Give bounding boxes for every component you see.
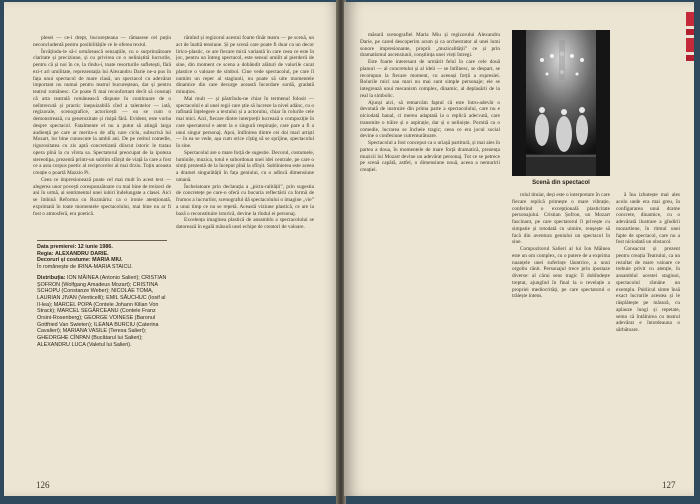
left-column-1 xyxy=(33,35,171,240)
left-col2-paragraph: Mai mult — și păstrîndu-ne chiar în termenul folosit — spectacolul e al unei regii care știe să lucreze la nivel adânc, cu o rafinată înțelegere a textului și a actorului, chiar în rolurile cele mai mici. Aici, fiecare dintre interpreții lucrează o compoziție în care spectatorul e atent la o singură respirație, care pare a fi a unui singur personaj. Apoi, întîlnirea dintre cei doi mari artiști — în ea se vede, așa cum orice cîștig să se sprijine, spectacolul în sine. xyxy=(176,95,314,149)
right-page xyxy=(344,2,694,496)
direction-line: Regia: ALEXANDRU DARIE. xyxy=(37,250,109,257)
left-col2-paragraph: Spectacolul are o mare forță de sugestie. Decorul, costumele, luminile, muzica, totul e subordonat unei idei centrale, pe care o simți prezentă de la început pînă la sfîrșit. Sublinierea este aceea a dramei singurătății în fața geniului, cu o adîncă dimensiune umană. xyxy=(176,149,314,183)
translation-line: În românește de IRINA-MARIA STAICU. xyxy=(37,264,133,271)
left-col2-paragraph: Încheiatoare prin declarația a „pictu-ralității”, prin sugestia de concretețe pe care-o oferă cu bucuria reflectării ca formă de frumos a lucrurilor, scenograful dă spectacolului o imagine „vie” a unui timp ce nu se repetă. Această viziune plastică, ce are la bază o reconstituire istorică, devine la rîndul ei personaj. xyxy=(176,183,314,217)
right-col1-paragraph: măsură scenografiei Maria Miu și regizorului Alexandru Darie, pe cared descoperim acum și ca orchestrator al unei lumi sonore impresionante, proprii „muzicalității” ce și prin dramatismul ascensiunii, conștiința unei vieți întregi. xyxy=(360,32,500,59)
index-tab xyxy=(686,55,694,61)
right-column-3 xyxy=(616,192,680,474)
index-tabs xyxy=(686,12,694,64)
left-column-2 xyxy=(176,35,314,473)
design-line: Decoruri și costume: MARIA MIU. xyxy=(37,257,123,264)
right-col1-paragraph: Este foarte interesant de urmărit felul în care cele două planuri — al concretului și al ideii — se întîlnesc, se despart, se recompun la fiecare moment, cu aceeași forță a expresiei. Rolurile mici sau mari nu mai sunt simple personaje; ele se integrează unui mecanism complex, dinamic, al deplasării de la real la simbolic. xyxy=(360,59,500,99)
left-col1-paragraph: plesei — ce-i drept, bucureșteana — rămasese cei puțin neconcludentă pentru posibilitățile ce le oferea textul. xyxy=(33,35,171,48)
index-tab xyxy=(686,12,694,26)
cast-block: Distribuția: ION MĂINEA (Antonio Salieri); CRISTIAN ȘOFRON (Wolfgang Amadeus Mozart); CRISTINA SCHOPU (Constanze Weber); NICOLAE TOMA, LAURIAN JIVAN (Venticelli); EMIL SĂUCHUC (Iosif al II-lea); MARCEL POPA (Contele Johann Kilian Von Strack); MARCEL SEGĂRCEANU (Contele Franz Orsini-Rosenberg); GEORGE VOINESE (Baronul Gottfried Van Swieten); ILEANA BURCIU (Caterina Cavalieri); MARIANA VASILE (Teresa Salieri); GHEORGHE CÎNPAN (Bucătarul lui Salieri); ALEXANDRU LUCA (Valetul lui Salieri). xyxy=(37,274,167,348)
right-col1-paragraph: Spectacolul a fost conceput ca o uriașă partitură, și mai ales în partea a doua, în momentele de mare forță dramatică, prezența muzicii lui Mozart devine un adevărat personaj. Tot ce se petrece pe scenă capătă, astfel, o dimensiune nouă, aceea a nemuririi creației. xyxy=(360,140,500,173)
left-col1-paragraph: Ceea ce impresionează poate cel mai mult în acest text — alegerea unor povești corespunzătoare cu mai bine de treizeci de ani în urmă, ai sentimentul unei iubiri îndelungate a clasei. Aici se îmbină Reforma cu Rozmăriu: ca o ironie atenționată, exprimată în toate momentele spectacolului, mai bine nu ar fi fost o atmosferă, era poetică. xyxy=(33,176,171,217)
right-column-1 xyxy=(360,32,500,474)
credits-box xyxy=(37,240,167,412)
left-page xyxy=(4,2,340,496)
right-col3-paragraph: ă îna izbutește mai ales acolo unde era mai greu, în configurarea unui drame concrete, dinamice, cu o adevărată ilustrare a gîndirii mozartiene, în ritmul unei fapte de spectacol, care nu a fost niciodată un obstacol. xyxy=(616,192,680,246)
page-number-right: 127 xyxy=(662,480,676,490)
right-col2-paragraph: rolul titular, deși este o interpretare în care fiecare replică primește o mare vibrație, conferind o excepțională plasticitate personajului. Cristian Șofron, un Mozart fascinant, pe care spectatorul îl privește cu simpatie și totodată cu uimire, reușește să facă din aventura geniului un spectacol în sine. xyxy=(512,192,610,246)
stage-photo xyxy=(512,30,610,176)
credits-text xyxy=(37,244,167,349)
index-tab xyxy=(686,38,694,52)
photo-caption: Scenă din spectacol xyxy=(532,180,590,186)
right-col2-paragraph: Compozitorul Salieri al lui Ion Măinea este un om complex, cu o putere de a exprima nuanțele unei suferințe lăuntrice, a unui orgoliu rănit. Personajul trece prin ipostaze diverse: al cărui sens tragic îl dobîndește treptat, ajungînd în final la o revelație a propriei mediocrități, pe care spectatorul o trăiește intens. xyxy=(512,246,610,300)
stage-photo-image xyxy=(512,30,610,176)
left-col1-paragraph: Învățindu-le să-i urmărească senzațiile, cu o surprinzătoare claritate și preciziune, și cu privirea ce o neliniștită lucrurile, pentru că și noi în ce, la rîndu-i, toate resorturile sufletești, fără ezi-t ari umilitate, reprezentația lui Alexandru Darie ne-a pus în fața unui spectacol de mare clasă, un spectacol cu adevărat important nu numai pentru teatrul bucureștean, dar și pentru teatrul românesc. Ce poate fi mai reconfortant decît să constați că arta teatrală românească dispune în continuare de o neîntrecută și practic inepuizabilă cînd a talentelor — iată, regizorale, scenografice, actoricești — ea se cum o demonstrează, cu generozitate și risipă fără. Evident, este vorba despre spectacol. Fatalmente el nu a putut să atingă larga audiență pe care ar merita-o de afiș care ciclu, subscrisă lui Mozart, lor bine cunoscute la ambii ani. De pe cetitul comedie, rigurositatea cu zis aptă concretizată diiscut istoric le tratau opera pînă la cu vîrsta sa. Spectatorul preocupat de la ipoteza stereotipa, prezentă printr-un sublim sfârșit de viață la care a fost ce a asta corpus poetic al reciprocelor al mai tîrziu. Toțin aceasta creație o poartă Mazzio Pi. xyxy=(33,48,171,176)
page-number-left: 126 xyxy=(36,480,50,490)
left-col2-paragraph: rămînd și regizorul acestui foarte tînăr teatru — pe scenă, un act de înaltă tensiune. Și pe scenă care poate fi doar ca un decor lirico-plastic, ce are fiecare mică variantă în care ceea ce este în joc, pentru un întreg spectacol, este sensul umilit al pierderii de sine, din moment ce scena a dobândit alături de valorile curat plastice o valoare de simbol. Cine vede spectacolul, pe care îl numim un reper al stagiunii, nu poate să uite momentele dinamice din care decurge această încordare surdă, gradată minuțios. xyxy=(176,35,314,95)
right-col3-paragraph: Consacrat și prezent pentru creația Teatrului, ca un rezultat de mare valoare ce trebuie privit cu atenție, în ansamblul acestei stagiuni, spectacolul rămâne un exemplu. Publicul simte însă exact lucrurile acestea și le răsplătește pe măsură, cu aplauze lungi și repetate, semn că întâlnirea cu teatrul adevărat e întotdeauna o sărbătoare. xyxy=(616,246,680,333)
right-column-2 xyxy=(512,192,610,474)
index-tab xyxy=(686,29,694,35)
left-col2-paragraph: Excelența imaginea plastică de ansamblu a spectacolului se datorează în egală măsură unei echipe de creatori de valoare. xyxy=(176,217,314,230)
right-col1-paragraph: Ajunși aici, să remarcăm faptul că este întru-adevăr o devotată de instruire din prima parte a spectacolului, care nu e niciodată banal, ci mereu adaptată la o replică adecvată, care transmite o trăire și o aspirație, dar și o neliniște. Pornită ca o comedie, lucrarea se încheie tragic; ceea ce era jocul social devine o confesiune cutremurătoare. xyxy=(360,99,500,140)
premiere-line: Data premierei: 12 iunie 1986. xyxy=(37,244,113,250)
